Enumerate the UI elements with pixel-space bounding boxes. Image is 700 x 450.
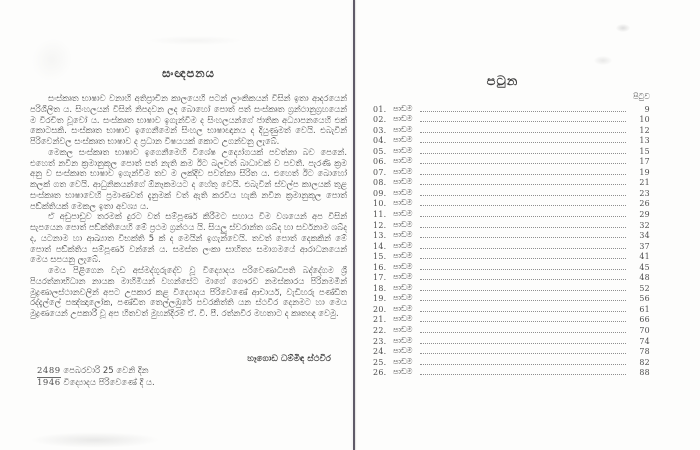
dot-leader (420, 174, 626, 175)
toc-entry-number: 05. (373, 146, 387, 156)
toc-row (373, 187, 650, 198)
toc-entry-page: 41 (639, 252, 650, 262)
toc-row (373, 230, 650, 241)
toc-entry-label: පාඩම (393, 346, 413, 356)
dot-leader (420, 300, 626, 301)
toc-entry-label: පාඩම (393, 114, 413, 124)
toc-entry-number: 25. (373, 357, 387, 367)
page-column-label: පිටුව (633, 92, 650, 101)
toc-entry-number: 03. (373, 125, 387, 135)
dot-leader (420, 111, 626, 112)
toc-entry-label: පාඩම (393, 103, 413, 113)
toc-row (373, 272, 650, 283)
toc-entry-label: පාඩම (393, 356, 413, 366)
toc-entry-number: 15. (373, 252, 387, 262)
toc-entry-number: 01. (373, 104, 387, 114)
dot-leader (420, 121, 626, 122)
toc-entry-number: 11. (373, 210, 387, 220)
preface-paragraph: මෙය පිළිගෙන වැඩ අස්මද්ගුරුදේව වූ විද්‍යොදය පරිවෙණාධිපති බද්දේගම ශ්‍රී පියරත්නාභිධාන නායක මාහිමියන් වහන්සේට මාගේ ගෞරව නමස්කාරය පිරිනමමින් මුද්‍රණාලස්ථානවලින් අපට උපකාර කළ විද්‍යොදය පිරිවෙණේ ආචාර්ය, වැඩිහරු පණ්ඩිත රද්දැල්ලේ පඤ්ඤාලෝක, පණ්ඩිත තෙල්ලඹුරේ පවරකිත්ති යන ස්ථවිර දෙනමට හා මෙය මුද්‍රණයෙන් උපකාරී වූ අප හිතවත් මුහන්දිරම් ඒ. වී. පී. රත්නවීර මහතාට ද කෘතඥ වෙමු. (30, 265, 347, 318)
toc-entry-number: 10. (373, 199, 387, 209)
toc-row (373, 124, 650, 135)
toc-entry-page: 56 (639, 294, 650, 304)
toc-entry-number: 07. (373, 167, 387, 177)
toc-entry-number: 22. (373, 326, 387, 336)
toc-entry-number: 02. (373, 115, 387, 125)
toc-entry-label: පාඩම (393, 135, 413, 145)
dot-leader (420, 290, 626, 291)
toc-entry-page: 52 (639, 283, 650, 293)
toc-row (373, 314, 650, 325)
toc-row (373, 156, 650, 167)
toc-entry-number: 18. (373, 283, 387, 293)
dot-leader (420, 184, 626, 185)
dot-leader (420, 216, 626, 217)
toc-entry-label: පාඩම (393, 230, 413, 240)
toc-entry-number: 26. (373, 368, 387, 378)
colophon-year-be: 2489 (37, 366, 61, 376)
toc-entry-number: 24. (373, 347, 387, 357)
toc-entry-label: පාඩම (393, 251, 413, 261)
toc-entry-label: පාඩම (393, 303, 413, 313)
toc-row (373, 335, 650, 346)
toc-entry-label: පාඩම (393, 261, 413, 271)
toc-entry-number: 23. (373, 336, 387, 346)
toc-entry-page: 12 (639, 125, 650, 135)
toc-row (373, 367, 650, 378)
dot-leader (420, 205, 626, 206)
dot-leader (420, 279, 626, 280)
toc-entry-number: 20. (373, 304, 387, 314)
toc-entry-page: 61 (639, 304, 650, 314)
dot-leader (420, 332, 626, 333)
toc-entry-page: 78 (639, 347, 650, 357)
contents-heading: පටුන (486, 74, 519, 89)
author-signature: හෑගොඩ ධම්මිඳ ස්ථවිර (247, 354, 331, 364)
toc-row (373, 293, 650, 304)
toc-entry-label: පාඩම (393, 314, 413, 324)
toc-entry-page: 15 (639, 146, 650, 156)
colophon-place-text: විද්‍යොදය පිරිවෙණේ දී ය. (63, 377, 155, 388)
toc-entry-page: 21 (639, 178, 650, 188)
colophon (37, 366, 155, 389)
colophon-date-text: පෙබරවාරි 25 වෙනි දින (63, 366, 149, 376)
dot-leader (420, 163, 626, 164)
toc-row (373, 135, 650, 146)
toc-entry-page: 70 (639, 326, 650, 336)
dot-leader (420, 132, 626, 133)
preface-paragraph: ඒ අඩුපාඩුව තරමක් දුරට වත් සම්පූර්ණ කිරීමට සහාය වීම වශයෙන් අප විසින් සැපයෙන පොත් පඞ්ක්තියෙහි මේ ප්‍රථම ග්‍රන්ථය යි. සියලු ස්වරාන්ත ශබ්ද හා සර්වනාම ශබ්ද ද, යටනාම හා ආඛ්‍යාත විභක්ති 5 ක් ද මෙයින් ඉගැන්වෙයි. තවත් පොත් දෙකකින් මේ පොත් පඞ්ක්තිය සම්පූර්ණ වන්නේ ය. සමස්ත ලංකා සාහිත්‍ය සමාගමයේ ආරාධනයෙන් මෙය සපයනු ලැබේ. (30, 211, 347, 265)
preface-heading: සංඥපනය (162, 66, 215, 80)
toc-entry-page: 34 (639, 231, 650, 241)
dot-leader (420, 258, 626, 259)
toc-row (373, 240, 650, 251)
toc-entry-page: 17 (639, 157, 650, 167)
dot-leader (420, 321, 626, 322)
toc-entry-label: පාඩම (393, 219, 413, 229)
toc-entry-label: පාඩම (393, 156, 413, 166)
toc-entry-page: 82 (639, 357, 650, 367)
toc-entry-label: පාඩම (393, 166, 413, 176)
dot-leader (420, 227, 626, 228)
toc-row (373, 282, 650, 293)
toc-row (373, 261, 650, 272)
preface-paragraph: මෙකල සංස්කෘත භාෂාව ඉගෙනීමෙහි විශේෂ උද්‍යෝගයක් පවත්නා බව පෙනේ. එහෙත් නවීන ක්‍රමානුකූල පොත් පත් නැති කම ඊට බලවත් බාධාවක් ව පවතී. පැරණි ක්‍රම අනු ව සංස්කෘත භාෂාව ඉගැන්වීම තව ම ලක්දිව පවත්නා සිරිත ය. එහෙත් ඊට බොහෝ කලක් ගත වෙයි. ආධුනිකයන්ගේ ඕනෑකමයට ද හේතු වෙයි. එබැවින් ස්වල්ප කාලයක් තුළ සංස්කෘත භාෂාවෙහි ප්‍රමාණවත් දැනුමක් වත් ඇති කරවිය හැකි නවීන ක්‍රමානුකූල පොත් පඞ්ක්තියක් මෙකල ඉතා අවශ්‍ය ය. (30, 146, 347, 211)
toc-entry-page: 26 (639, 199, 650, 209)
colophon-year-ce: 1946 (37, 377, 61, 388)
contents-page (355, 0, 700, 450)
toc-entry-number: 12. (373, 220, 387, 230)
toc-entry-page: 48 (639, 273, 650, 283)
toc-entry-label: පාඩම (393, 272, 413, 282)
toc-entry-number: 14. (373, 241, 387, 251)
toc-list (373, 103, 650, 377)
dot-leader (420, 343, 626, 344)
toc-entry-number: 06. (373, 157, 387, 167)
dot-leader (420, 311, 626, 312)
toc-entry-page: 88 (639, 368, 650, 378)
toc-entry-page: 66 (639, 315, 650, 325)
toc-row (373, 251, 650, 262)
dot-leader (420, 374, 626, 375)
colophon-line-place (37, 378, 155, 390)
toc-entry-number: 08. (373, 178, 387, 188)
dot-leader (420, 353, 626, 354)
toc-entry-number: 04. (373, 136, 387, 146)
toc-entry-number: 19. (373, 294, 387, 304)
toc-row (373, 324, 650, 335)
toc-entry-label: පාඩම (393, 282, 413, 292)
dot-leader (420, 195, 626, 196)
toc-entry-number: 16. (373, 262, 387, 272)
toc-row (373, 303, 650, 314)
toc-entry-page: 23 (639, 188, 650, 198)
preface-paragraph: සංස්කෘත භාෂාව වනාහි අතිප්‍රාචීන කාලයෙහි පටන් ලාංකිකයන් විසින් ඉතා ආදරයෙන් පරිශීලිත ය. සිංහලයන් විසින් නිපදවන ලද බොහෝ පොත් පත් සංස්කෘත ග්‍රන්ථානුග්‍රහයෙන් ම විරචිත වූවෝ ය. සංස්කෘත භාෂාව ඉගැන්වීම ද සිංහලයන්ගේ ජාතික අධ්‍යාපනයෙහි එක් කොටසකි. සංස්කෘත භාෂාව ඉගෙනීමෙන් සිංහල භාෂාඥානය ද දියුණුමත් වෙයි. එබැවින් පිරිවෙන්වල සංස්කෘත භාෂාව ද ප්‍රධාන විෂයයක් කොට උගන්වනු ලැබේ. (30, 93, 347, 146)
toc-entry-page: 13 (639, 136, 650, 146)
toc-entry-label: පාඩම (393, 367, 413, 377)
toc-entry-label: පාඩම (393, 187, 413, 197)
toc-entry-page: 45 (639, 262, 650, 272)
toc-entry-page: 10 (639, 115, 650, 125)
dot-leader (420, 142, 626, 143)
toc-entry-label: පාඩම (393, 124, 413, 134)
toc-row (373, 145, 650, 156)
toc-entry-label: පාඩම (393, 177, 413, 187)
toc-entry-number: 13. (373, 231, 387, 241)
toc-entry-page: 32 (639, 220, 650, 230)
toc-entry-label: පාඩම (393, 335, 413, 345)
toc-entry-page: 29 (639, 210, 650, 220)
dot-leader (420, 237, 626, 238)
toc-entry-page: 37 (639, 241, 650, 251)
dot-leader (420, 153, 626, 154)
toc-entry-page: 19 (639, 167, 650, 177)
toc-entry-number: 17. (373, 273, 387, 283)
toc-entry-label: පාඩම (393, 198, 413, 208)
toc-entry-label: පාඩම (393, 325, 413, 335)
dot-leader (420, 364, 626, 365)
toc-entry-label: පාඩම (393, 145, 413, 155)
toc-row (373, 166, 650, 177)
toc-row (373, 219, 650, 230)
toc-row (373, 114, 650, 125)
toc-entry-number: 09. (373, 188, 387, 198)
toc-row (373, 356, 650, 367)
toc-row (373, 103, 650, 114)
colophon-line-date (37, 366, 155, 378)
toc-row (373, 177, 650, 188)
dot-leader (420, 248, 626, 249)
toc-entry-number: 21. (373, 315, 387, 325)
toc-entry-label: පාඩම (393, 293, 413, 303)
toc-entry-label: පාඩම (393, 209, 413, 219)
toc-entry-page: 74 (639, 336, 650, 346)
dot-leader (420, 269, 626, 270)
toc-row (373, 346, 650, 357)
preface-body (30, 93, 347, 319)
toc-row (373, 198, 650, 209)
toc-entry-label: පාඩම (393, 240, 413, 250)
toc-entry-page: 9 (644, 104, 650, 114)
toc-row (373, 208, 650, 219)
